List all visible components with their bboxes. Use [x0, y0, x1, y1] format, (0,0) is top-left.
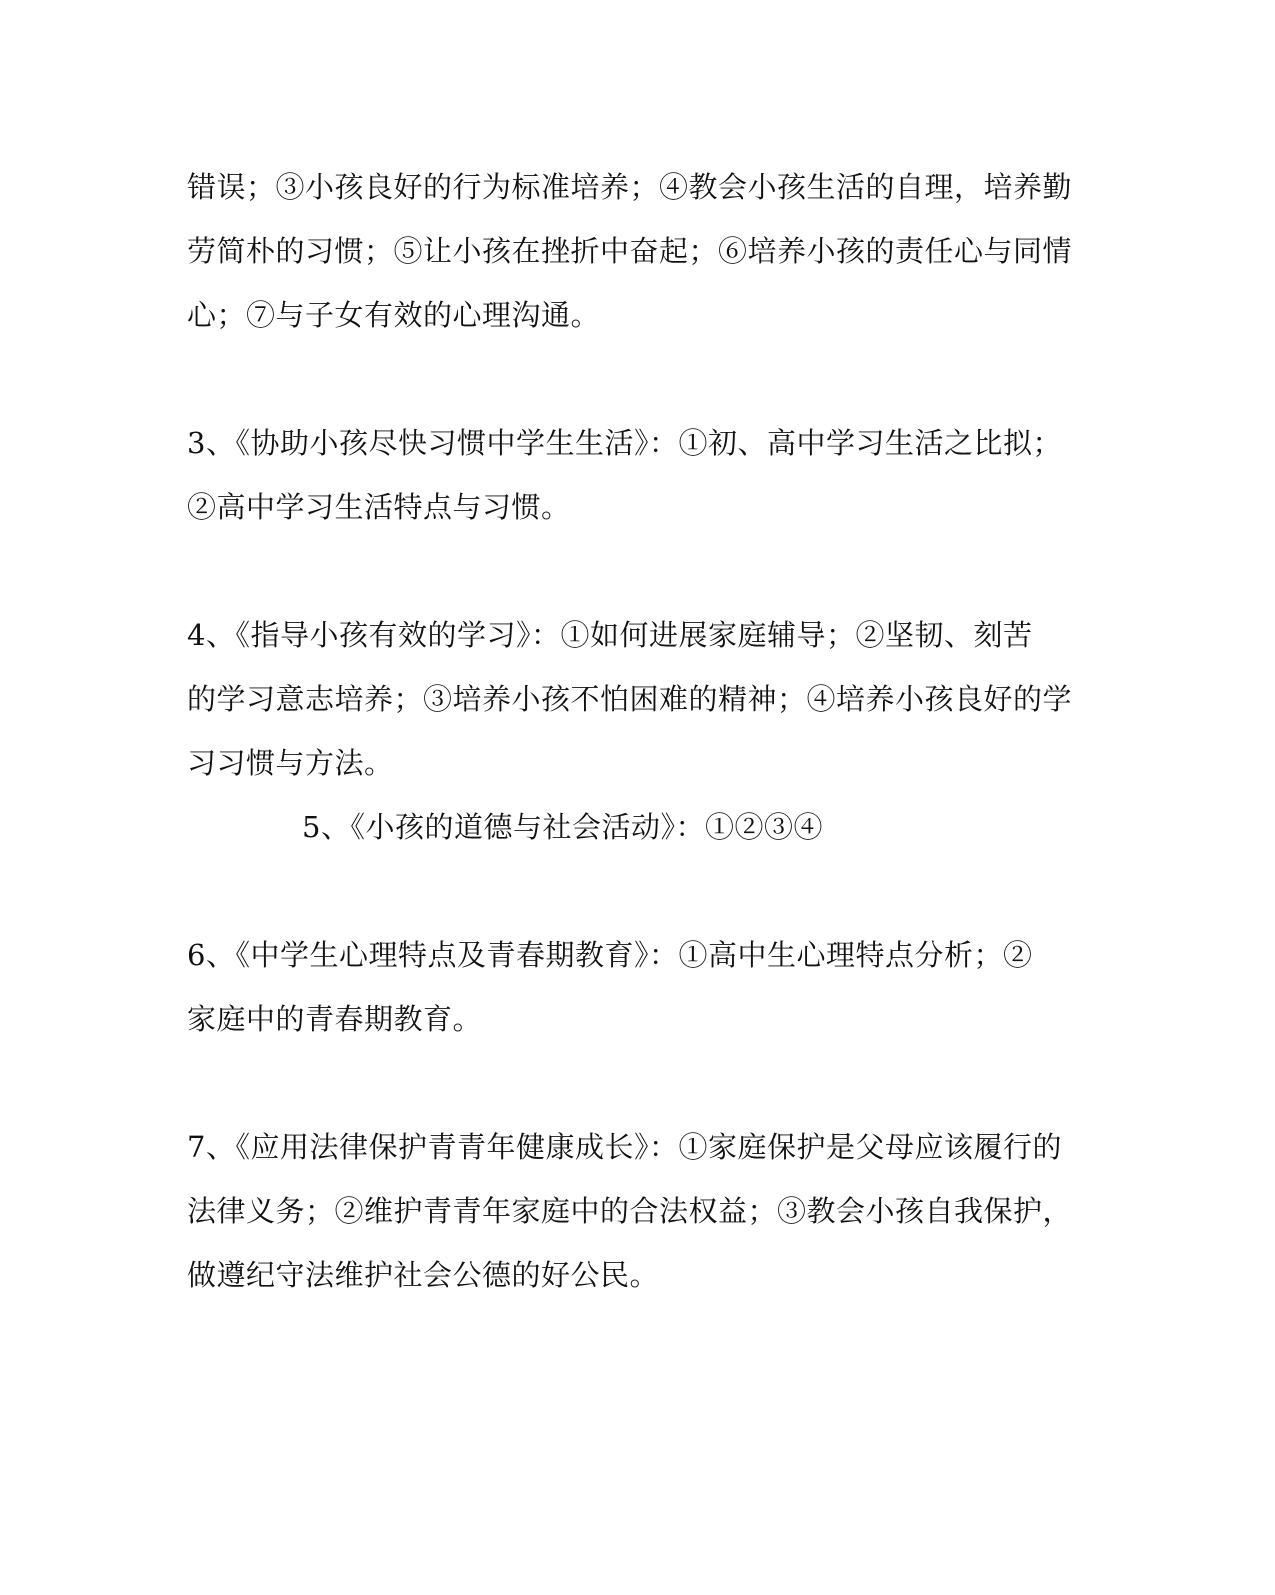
text-line: 心；⑦与子女有效的心理沟通。 — [187, 298, 601, 332]
text-line: ②高中学习生活特点与习惯。 — [187, 490, 571, 524]
paragraph-item-2-continued — [187, 155, 1082, 347]
text-line: 劳简朴的习惯；⑤让小孩在挫折中奋起；⑥培养小孩的责任心与同情 — [187, 234, 1073, 268]
text-line: 做遵纪守法维护社会公德的好公民。 — [187, 1258, 660, 1292]
paragraph-item-6 — [187, 923, 1082, 1051]
text-line: 6、《中学生心理特点及青春期教育》：①高中生心理特点分析；② — [187, 938, 1033, 972]
text-line: 3、《协助小孩尽快习惯中学生生活》：①初、高中学习生活之比拟； — [187, 426, 1062, 460]
text-line: 家庭中的青春期教育。 — [187, 1002, 483, 1036]
text-line: 习习惯与方法。 — [187, 746, 394, 780]
text-line: 的学习意志培养；③培养小孩不怕困难的精神；④培养小孩良好的学 — [187, 682, 1073, 716]
paragraph-item-4 — [187, 603, 1082, 795]
text-line: 7、《应用法律保护青青年健康成长》：①家庭保护是父母应该履行的 — [187, 1130, 1062, 1164]
text-line: 5、《小孩的道德与社会活动》：①②③④ — [302, 810, 823, 844]
paragraph-item-3 — [187, 411, 1082, 539]
text-line: 法律义务；②维护青青年家庭中的合法权益；③教会小孩自我保护， — [187, 1194, 1073, 1228]
text-line: 4、《指导小孩有效的学习》：①如何进展家庭辅导；②坚韧、刻苦 — [187, 618, 1033, 652]
paragraph-item-5 — [302, 795, 1002, 859]
text-line: 错误；③小孩良好的行为标准培养；④教会小孩生活的自理，培养勤 — [187, 170, 1073, 204]
paragraph-item-7 — [187, 1115, 1082, 1307]
